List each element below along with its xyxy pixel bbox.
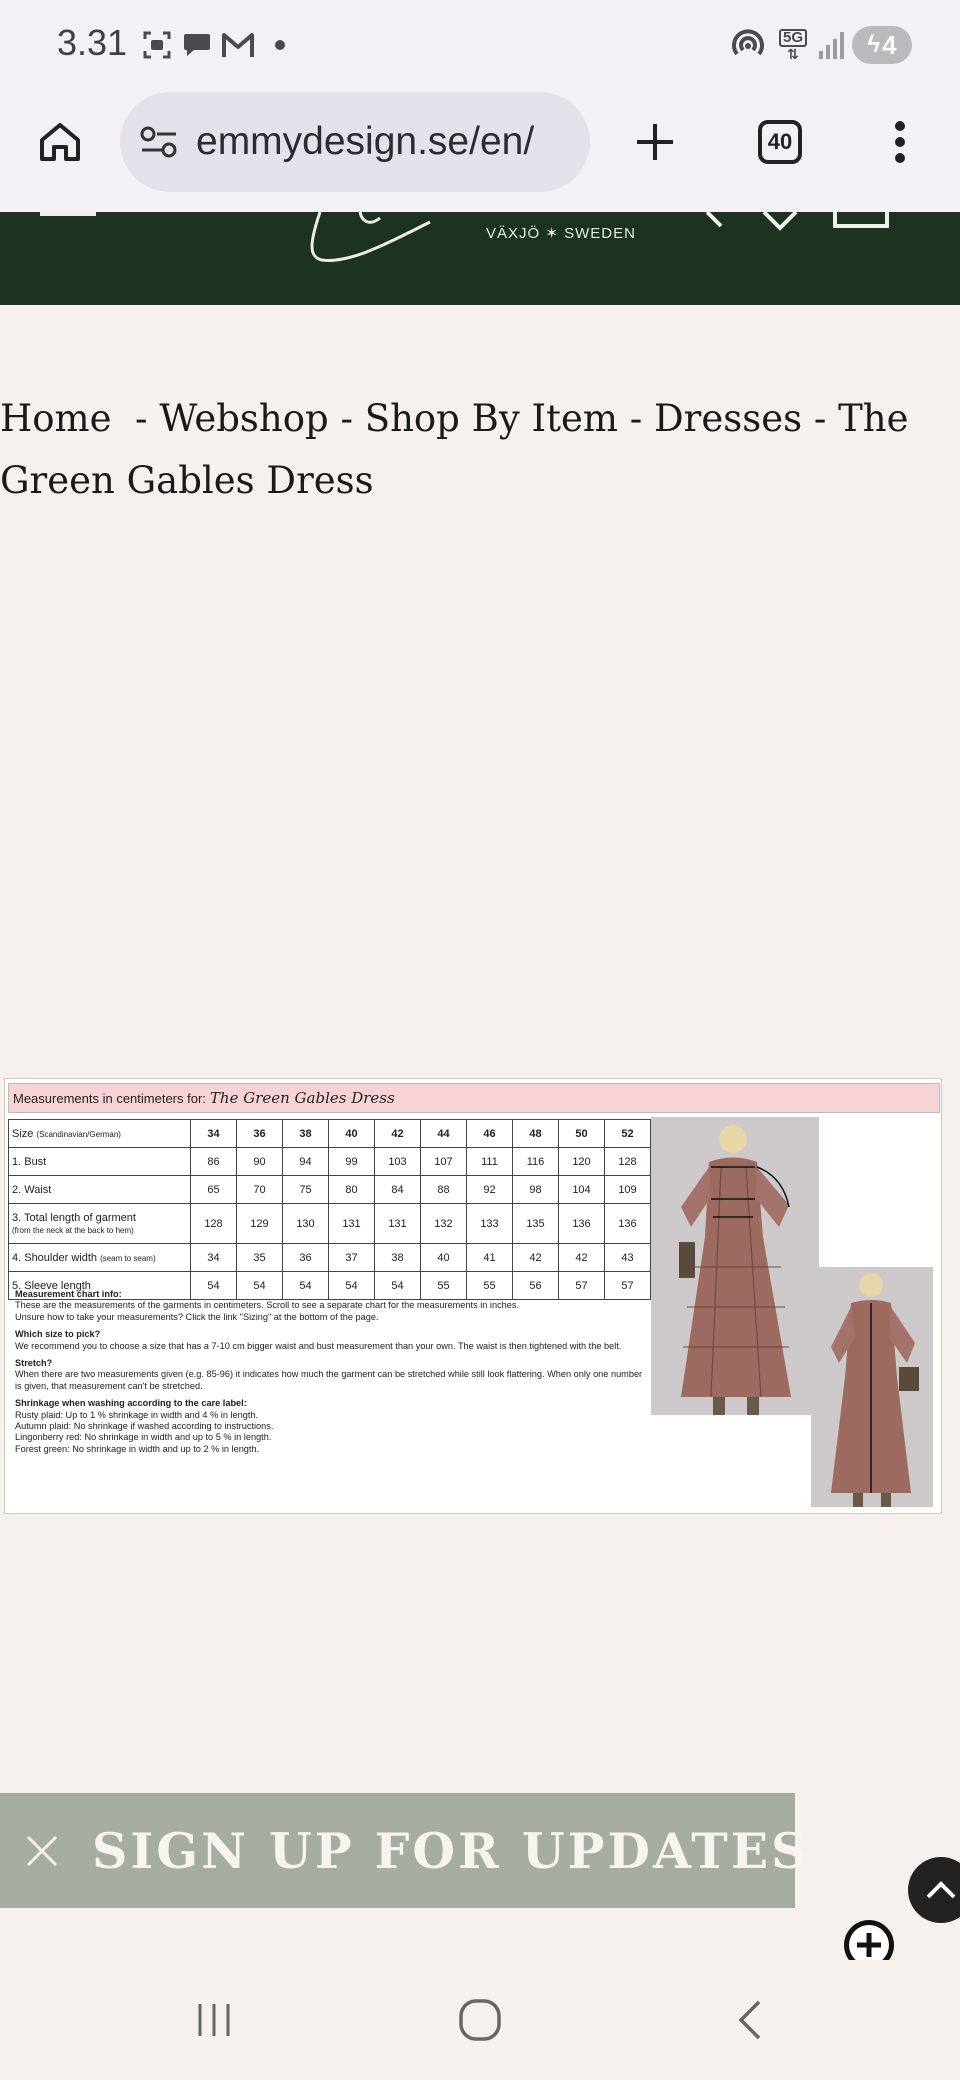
size-column-header: 48 <box>513 1120 559 1148</box>
address-bar[interactable] <box>120 92 590 192</box>
measurement-value: 84 <box>375 1176 421 1204</box>
home-nav-button[interactable] <box>440 1990 520 2050</box>
home-icon <box>37 119 83 165</box>
close-icon <box>22 1831 62 1871</box>
home-button[interactable] <box>20 102 100 182</box>
measurement-value: 132 <box>421 1204 467 1244</box>
info-line: Unsure how to take your measurements? Click the link "Sizing" at the bottom of the page. <box>15 1311 379 1322</box>
info-line: Forest green: No shrinkage in width and up to 2 % in length. <box>15 1443 260 1454</box>
measurement-value: 42 <box>559 1244 605 1272</box>
recent-apps-button[interactable] <box>174 1990 254 2050</box>
signup-label[interactable]: SIGN UP FOR UPDATES <box>92 1821 810 1880</box>
size-header-cell <box>9 1120 191 1148</box>
size-chart-image[interactable] <box>4 1078 942 1514</box>
chevron-up-icon <box>925 1880 957 1900</box>
cart-button[interactable] <box>833 212 889 232</box>
measurement-value: 120 <box>559 1148 605 1176</box>
measurement-value: 54 <box>375 1272 421 1300</box>
info-line: Rusty plaid: Up to 1 % shrinkage in width and 4 % in length. <box>15 1409 259 1420</box>
measurement-value: 35 <box>237 1244 283 1272</box>
dress-photo-back <box>811 1267 933 1507</box>
measurement-value: 99 <box>329 1148 375 1176</box>
measurement-value: 136 <box>605 1204 651 1244</box>
breadcrumb-shop-by-item[interactable]: Shop By Item <box>364 397 618 440</box>
info-line: We recommend you to choose a size that has a 7-10 cm bigger waist and bust measurement than your own. The waist is then tightened with the belt. <box>15 1340 622 1351</box>
measurement-name: 5. Sleeve length <box>12 1279 91 1292</box>
measurement-label <box>9 1148 191 1176</box>
signup-close-button[interactable] <box>22 1831 62 1871</box>
measurement-value: 54 <box>237 1272 283 1300</box>
breadcrumb-home[interactable]: Home <box>0 397 112 440</box>
size-table-row <box>9 1176 651 1204</box>
measurement-value: 92 <box>467 1176 513 1204</box>
wishlist-button[interactable] <box>762 212 798 232</box>
menu-button[interactable] <box>860 102 940 182</box>
measurement-value: 55 <box>467 1272 513 1300</box>
measurement-value: 38 <box>375 1244 421 1272</box>
size-column-header: 38 <box>283 1120 329 1148</box>
info-line: These are the measurements of the garments in centimeters. Scroll to see a separate chart for the measurements in inches. <box>15 1300 520 1311</box>
emmy-logo <box>300 212 440 267</box>
system-nav-bar <box>0 1960 960 2080</box>
size-chart-header <box>8 1083 940 1113</box>
measurement-value: 65 <box>191 1176 237 1204</box>
measurement-value: 129 <box>237 1204 283 1244</box>
size-header-sub: (Scandinavian/German) <box>36 1129 121 1139</box>
battery-icon: ϟ 4 <box>852 26 912 64</box>
cart-icon <box>833 212 889 232</box>
size-header-label: Size <box>12 1127 34 1140</box>
network-5g-icon: 5G ⇅ <box>776 28 810 62</box>
info-line: Autumn plaid: No shrinkage if washed according to instructions. <box>15 1421 274 1432</box>
measurement-name: 1. Bust <box>12 1155 47 1168</box>
chat-bubble-icon <box>180 28 214 62</box>
site-tagline: VÄXJÖ ✶ SWEDEN <box>486 225 636 242</box>
measurement-value: 54 <box>329 1272 375 1300</box>
measurement-value: 54 <box>191 1272 237 1300</box>
gmail-icon <box>220 28 256 62</box>
measurement-value: 130 <box>283 1204 329 1244</box>
search-button[interactable] <box>705 212 735 232</box>
measurement-value: 42 <box>513 1244 559 1272</box>
scroll-to-top-button[interactable] <box>908 1857 960 1923</box>
size-column-header: 42 <box>375 1120 421 1148</box>
measurement-value: 107 <box>421 1148 467 1176</box>
measurement-value: 34 <box>191 1244 237 1272</box>
site-header <box>0 212 960 305</box>
more-vert-icon <box>894 120 906 164</box>
measurement-value: 98 <box>513 1176 559 1204</box>
measurement-value: 131 <box>375 1204 421 1244</box>
measurement-value: 80 <box>329 1176 375 1204</box>
measurement-note: (seam to seam) <box>100 1253 156 1263</box>
measurement-value: 75 <box>283 1176 329 1204</box>
info-line: Lingonberry red: No shrinkage in width and up to 5 % in length. <box>15 1432 272 1443</box>
measurement-name: 4. Shoulder width <box>12 1251 97 1264</box>
status-bar <box>0 0 960 90</box>
info-line: When there are two measurements given (e.g. 85-96) it indicates how much the garment can be stretched while still look flattering. When only one number is given, that measurement can't be stretched. <box>15 1369 643 1391</box>
new-tab-button[interactable] <box>615 102 695 182</box>
url-text[interactable]: emmydesign.se/en/ <box>196 120 535 163</box>
measurement-label <box>9 1244 191 1272</box>
measurement-value: 136 <box>559 1204 605 1244</box>
network-label: 5G <box>779 29 807 47</box>
plus-icon <box>634 121 676 163</box>
size-column-header: 44 <box>421 1120 467 1148</box>
measurement-name: 3. Total length of garment <box>12 1211 136 1224</box>
browser-toolbar <box>0 90 960 212</box>
measurement-value: 131 <box>329 1204 375 1244</box>
measurement-value: 116 <box>513 1148 559 1176</box>
info-heading: Shrinkage when washing according to the care label: <box>15 1398 247 1409</box>
breadcrumb: Home - Webshop - Shop By Item - Dresses - The Green Gables Dress <box>0 397 909 502</box>
size-column-header: 36 <box>237 1120 283 1148</box>
measurement-value: 41 <box>467 1244 513 1272</box>
measurement-value: 104 <box>559 1176 605 1204</box>
measurement-value: 133 <box>467 1204 513 1244</box>
measurement-value: 36 <box>283 1244 329 1272</box>
size-table-row <box>9 1148 651 1176</box>
dress-photo-front <box>651 1117 819 1415</box>
measurement-label <box>9 1176 191 1204</box>
tab-switcher-button[interactable] <box>740 102 820 182</box>
measurement-value: 90 <box>237 1148 283 1176</box>
measurement-value: 128 <box>605 1148 651 1176</box>
measurement-note: (from the neck at the back to hem) <box>12 1225 134 1235</box>
hamburger-menu-button[interactable] <box>40 212 96 222</box>
hotspot-icon <box>730 28 766 62</box>
measurement-value: 40 <box>421 1244 467 1272</box>
size-table-row <box>9 1244 651 1272</box>
size-column-header: 52 <box>605 1120 651 1148</box>
breadcrumb-current: The Green Gables Dress <box>0 397 909 502</box>
size-column-header: 40 <box>329 1120 375 1148</box>
battery-level: 4 <box>882 29 897 60</box>
info-heading: Measurement chart info: <box>15 1289 122 1299</box>
size-table-row <box>9 1204 651 1244</box>
measurement-value: 88 <box>421 1176 467 1204</box>
screenshot-icon <box>140 28 174 62</box>
measurement-name: 2. Waist <box>12 1183 52 1196</box>
heart-icon <box>762 212 798 232</box>
measurement-value: 135 <box>513 1204 559 1244</box>
measurement-value: 128 <box>191 1204 237 1244</box>
info-heading: Which size to pick? <box>15 1329 101 1340</box>
size-table <box>8 1119 651 1300</box>
measurement-label <box>9 1204 191 1244</box>
notification-dot-icon <box>274 28 286 62</box>
measurement-value: 55 <box>421 1272 467 1300</box>
size-column-header: 50 <box>559 1120 605 1148</box>
size-chart-title: Measurements in centimeters for: <box>13 1090 206 1106</box>
back-icon <box>735 1998 765 2042</box>
measurement-value: 57 <box>605 1272 651 1300</box>
search-icon <box>705 212 735 232</box>
site-settings-icon[interactable] <box>140 125 178 159</box>
breadcrumb-webshop[interactable]: Webshop <box>159 397 329 440</box>
measurement-value: 103 <box>375 1148 421 1176</box>
info-heading: Stretch? <box>15 1358 53 1369</box>
signal-icon <box>816 28 846 62</box>
measurement-value: 37 <box>329 1244 375 1272</box>
measurement-value: 57 <box>559 1272 605 1300</box>
measurement-value: 70 <box>237 1176 283 1204</box>
size-table-header-row <box>9 1120 651 1148</box>
measurement-value: 86 <box>191 1148 237 1176</box>
measurement-value: 111 <box>467 1148 513 1176</box>
status-time: 3.31 <box>57 22 128 63</box>
signup-banner[interactable] <box>0 1793 810 1908</box>
size-chart-dress-name: The Green Gables Dress <box>209 1089 395 1107</box>
size-chart-info <box>15 1289 645 1455</box>
measurement-value: 109 <box>605 1176 651 1204</box>
size-column-header: 34 <box>191 1120 237 1148</box>
measurement-value: 94 <box>283 1148 329 1176</box>
size-column-header: 46 <box>467 1120 513 1148</box>
measurement-value: 56 <box>513 1272 559 1300</box>
measurement-value: 43 <box>605 1244 651 1272</box>
home-circle-icon <box>458 1998 502 2042</box>
measurement-value: 54 <box>283 1272 329 1300</box>
breadcrumb-dresses[interactable]: Dresses <box>653 397 803 440</box>
recents-icon <box>194 2000 234 2040</box>
tab-count: 40 <box>758 120 802 164</box>
back-button[interactable] <box>710 1990 790 2050</box>
